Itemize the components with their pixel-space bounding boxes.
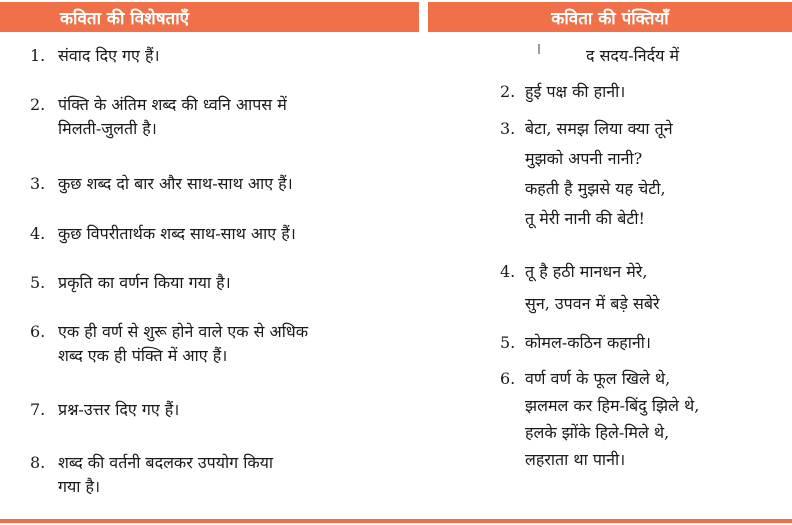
feature-line: प्रकृति का वर्णन किया गया है।	[58, 273, 231, 292]
feature-text	[58, 44, 160, 68]
poem-line: तू मेरी नानी की बेटी!	[525, 209, 645, 228]
feature-line: प्रश्न-उत्तर दिए गए हैं।	[58, 400, 180, 419]
poem-text	[525, 260, 660, 324]
feature-line: कुछ विपरीतार्थक शब्द साथ-साथ आए हैं।	[58, 224, 296, 243]
poem-number: 4.	[500, 262, 516, 281]
feature-line: संवाद दिए गए हैं।	[58, 46, 160, 65]
poem-number: 3.	[500, 119, 516, 138]
feature-line: शब्द एक ही पंक्ति में आए हैं।	[58, 346, 228, 365]
faded-mark	[538, 44, 540, 54]
feature-number: 1.	[30, 46, 46, 65]
poem-line: तू है हठी मानधन मेरे,	[525, 262, 648, 281]
feature-number: 2.	[30, 95, 46, 114]
poem-text	[525, 331, 651, 355]
poem-line: सुन, उपवन में बड़े सबेरे	[525, 294, 660, 313]
feature-text	[58, 93, 287, 141]
poem-text	[525, 80, 625, 104]
feature-text	[58, 398, 179, 422]
feature-text	[58, 320, 308, 368]
poem-line: द सदय-निर्दय में	[586, 46, 680, 65]
feature-number: 8.	[30, 453, 46, 472]
feature-number: 5.	[30, 273, 46, 292]
feature-line: एक ही वर्ण से शुरू होने वाले एक से अधिक	[58, 322, 308, 341]
lines-header: कविता की पंक्तियाँ	[428, 2, 792, 32]
feature-text	[58, 271, 231, 295]
feature-line: मिलती-जुलती है।	[58, 119, 157, 138]
feature-line: कुछ शब्द दो बार और साथ-साथ आए हैं।	[58, 174, 293, 193]
poem-line: बेटा, समझ लिया क्या तूने	[525, 119, 673, 138]
poem-line: वर्ण वर्ण के फूल खिले थे,	[525, 369, 671, 388]
feature-number: 7.	[30, 400, 46, 419]
poem-line: झलमल कर हिम-बिंदु झिले थे,	[525, 396, 700, 415]
bottom-rule	[0, 519, 792, 523]
poem-line: हलके झोंके हिले-मिले थे,	[525, 423, 670, 442]
poem-text	[586, 44, 679, 68]
feature-text	[58, 222, 296, 246]
poem-line: मुझको अपनी नानी?	[525, 149, 643, 168]
feature-text	[58, 451, 273, 499]
features-header: कविता की विशेषताएँ	[0, 2, 419, 32]
poem-number: 6.	[500, 369, 516, 388]
feature-text	[58, 172, 293, 196]
feature-line: पंक्ति के अंतिम शब्द की ध्वनि आपस में	[58, 95, 287, 114]
feature-number: 6.	[30, 322, 46, 341]
poem-text	[525, 367, 699, 475]
poem-line: हुई पक्ष की हानी।	[525, 82, 626, 101]
poem-number: 2.	[500, 82, 516, 101]
feature-number: 4.	[30, 224, 46, 243]
feature-number: 3.	[30, 174, 46, 193]
feature-line: गया है।	[58, 477, 101, 496]
poem-line: कोमल-कठिन कहानी।	[525, 333, 651, 352]
poem-number: 5.	[500, 333, 516, 352]
poem-text	[525, 117, 673, 237]
poem-line: लहराता था पानी।	[525, 450, 626, 469]
poem-line: कहती है मुझसे यह चेटी,	[525, 179, 666, 198]
feature-line: शब्द की वर्तनी बदलकर उपयोग किया	[58, 453, 274, 472]
